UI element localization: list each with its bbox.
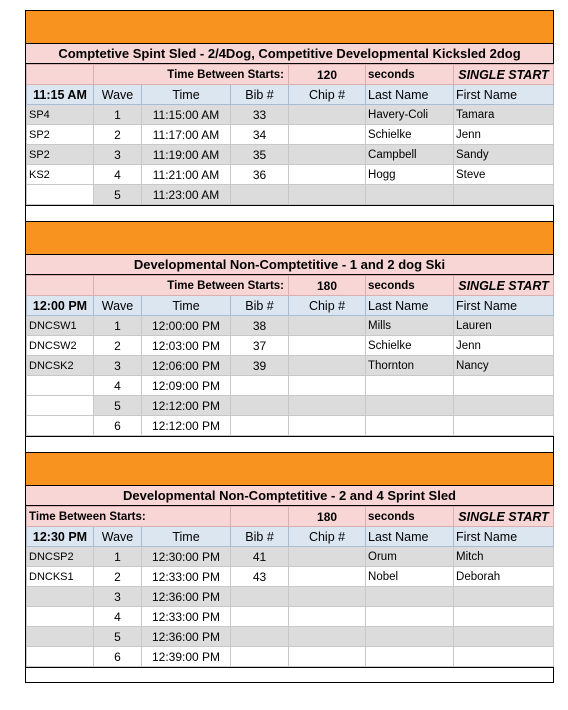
table-row (27, 125, 554, 145)
cell-chip[interactable] (289, 165, 366, 185)
tbs-value[interactable]: 180 (289, 276, 366, 296)
cell-bib[interactable]: 33 (231, 105, 289, 125)
time-between-starts-row (27, 276, 554, 296)
cell-bib[interactable] (231, 607, 289, 627)
cell-first-name[interactable]: Tamara (454, 105, 554, 125)
col-last-name[interactable]: Last Name (366, 527, 454, 547)
col-first-name[interactable]: First Name (454, 296, 554, 316)
start-time-header[interactable]: 12:00 PM (27, 296, 94, 316)
cell-bib[interactable]: 43 (231, 567, 289, 587)
cell-category[interactable]: KS2 (27, 165, 94, 185)
section-banner (26, 452, 553, 486)
cell-time[interactable]: 11:15:00 AM (142, 105, 231, 125)
cell-wave[interactable]: 4 (94, 165, 142, 185)
cell-time[interactable]: 12:30:00 PM (142, 547, 231, 567)
cell-wave[interactable]: 5 (94, 627, 142, 647)
cell-bib[interactable] (231, 627, 289, 647)
cell-wave[interactable]: 2 (94, 567, 142, 587)
time-between-starts-row (27, 65, 554, 85)
section-banner (26, 10, 553, 44)
cell-chip[interactable] (289, 125, 366, 145)
cell-category[interactable]: SP4 (27, 105, 94, 125)
cell-first-name[interactable]: Sandy (454, 145, 554, 165)
tbs-label[interactable]: Time Between Starts: (94, 276, 289, 296)
table-row (27, 547, 554, 567)
cell-chip[interactable] (289, 607, 366, 627)
section-title[interactable]: Developmental Non-Comptetitive - 1 and 2 dog Ski (26, 255, 553, 275)
cell-chip[interactable] (289, 567, 366, 587)
col-wave[interactable]: Wave (94, 527, 142, 547)
cell-chip[interactable] (289, 587, 366, 607)
cell-bib[interactable]: 38 (231, 316, 289, 336)
table-row (27, 567, 554, 587)
cell-wave[interactable]: 4 (94, 376, 142, 396)
table-row (27, 336, 554, 356)
cell-chip[interactable] (289, 336, 366, 356)
cell-last-name[interactable] (366, 185, 454, 205)
col-chip[interactable]: Chip # (289, 85, 366, 105)
tbs-label[interactable]: Time Between Starts: (27, 507, 231, 527)
col-last-name[interactable]: Last Name (366, 85, 454, 105)
cell-last-name[interactable]: Schielke (366, 336, 454, 356)
col-bib[interactable]: Bib # (231, 85, 289, 105)
cell-last-name[interactable] (366, 587, 454, 607)
cell-last-name[interactable] (366, 647, 454, 667)
table-row (27, 607, 554, 627)
cell-last-name[interactable]: Mills (366, 316, 454, 336)
race-section-1 (25, 10, 554, 221)
cell-first-name[interactable]: Nancy (454, 356, 554, 376)
cell-category[interactable] (27, 396, 94, 416)
cell-time[interactable]: 11:19:00 AM (142, 145, 231, 165)
cell-first-name[interactable] (454, 396, 554, 416)
cell-chip[interactable] (289, 185, 366, 205)
time-between-starts-row (27, 507, 554, 527)
cell-chip[interactable] (289, 416, 366, 436)
cell-category[interactable]: SP2 (27, 145, 94, 165)
cell-category[interactable]: DNCSW2 (27, 336, 94, 356)
cell-time[interactable]: 12:06:00 PM (142, 356, 231, 376)
race-section-3 (25, 452, 554, 683)
cell-last-name[interactable] (366, 416, 454, 436)
cell-time[interactable]: 12:33:00 PM (142, 567, 231, 587)
table-row (27, 356, 554, 376)
cell-first-name[interactable] (454, 185, 554, 205)
cell-chip[interactable] (289, 105, 366, 125)
section-spacer (26, 205, 553, 221)
col-bib[interactable]: Bib # (231, 527, 289, 547)
cell-time[interactable]: 12:12:00 PM (142, 396, 231, 416)
cell-wave[interactable]: 3 (94, 587, 142, 607)
table-row (27, 105, 554, 125)
cell-first-name[interactable]: Jenn (454, 336, 554, 356)
cell-last-name[interactable] (366, 627, 454, 647)
cell-time[interactable]: 12:39:00 PM (142, 647, 231, 667)
cell-wave[interactable]: 5 (94, 396, 142, 416)
col-first-name[interactable]: First Name (454, 527, 554, 547)
col-time[interactable]: Time (142, 527, 231, 547)
cell-chip[interactable] (289, 647, 366, 667)
tbs-unit[interactable]: seconds (366, 507, 454, 527)
cell-category[interactable] (27, 587, 94, 607)
cell-category[interactable]: DNCSP2 (27, 547, 94, 567)
cell-wave[interactable]: 1 (94, 316, 142, 336)
cell-bib[interactable]: 36 (231, 165, 289, 185)
start-table (26, 275, 554, 436)
cell-bib[interactable]: 37 (231, 336, 289, 356)
section-spacer (26, 436, 553, 452)
col-bib[interactable]: Bib # (231, 296, 289, 316)
cell-last-name[interactable]: Orum (366, 547, 454, 567)
cell-chip[interactable] (289, 627, 366, 647)
section-spacer (26, 667, 553, 683)
cell-last-name[interactable] (366, 607, 454, 627)
start-type[interactable]: SINGLE START (454, 65, 554, 85)
table-row (27, 587, 554, 607)
cell-wave[interactable]: 5 (94, 185, 142, 205)
start-schedule-sheet (25, 10, 552, 683)
table-row (27, 376, 554, 396)
section-title[interactable]: Developmental Non-Comptetitive - 2 and 4 Sprint Sled (26, 486, 553, 506)
cell-time[interactable]: 11:17:00 AM (142, 125, 231, 145)
table-row (27, 396, 554, 416)
cell-wave[interactable]: 6 (94, 647, 142, 667)
cell-category[interactable] (27, 607, 94, 627)
cell-wave[interactable]: 2 (94, 336, 142, 356)
section-title[interactable]: Comptetive Spint Sled - 2/4Dog, Competitive Developmental Kicksled 2dog (26, 44, 553, 64)
cell-first-name[interactable]: Mitch (454, 547, 554, 567)
cell-chip[interactable] (289, 547, 366, 567)
table-row (27, 185, 554, 205)
start-table (26, 64, 554, 205)
cell-first-name[interactable] (454, 627, 554, 647)
col-time[interactable]: Time (142, 296, 231, 316)
cell-time[interactable]: 12:03:00 PM (142, 336, 231, 356)
cell-chip[interactable] (289, 356, 366, 376)
cell-bib[interactable] (231, 587, 289, 607)
start-time-header[interactable]: 11:15 AM (27, 85, 94, 105)
cell-time[interactable]: 12:12:00 PM (142, 416, 231, 436)
cell-first-name[interactable] (454, 647, 554, 667)
col-last-name[interactable]: Last Name (366, 296, 454, 316)
cell-wave[interactable]: 4 (94, 607, 142, 627)
cell-first-name[interactable]: Lauren (454, 316, 554, 336)
cell-chip[interactable] (289, 145, 366, 165)
col-first-name[interactable]: First Name (454, 85, 554, 105)
cell-wave[interactable]: 1 (94, 547, 142, 567)
race-section-2 (25, 221, 554, 452)
cell-time[interactable]: 12:36:00 PM (142, 587, 231, 607)
cell-bib[interactable]: 41 (231, 547, 289, 567)
cell-wave[interactable]: 1 (94, 105, 142, 125)
cell-wave[interactable]: 6 (94, 416, 142, 436)
cell-first-name[interactable]: Steve (454, 165, 554, 185)
cell-category[interactable] (27, 416, 94, 436)
tbs-unit[interactable]: seconds (366, 276, 454, 296)
header-row (27, 296, 554, 316)
table-row (27, 416, 554, 436)
cell-last-name[interactable]: Havery-Coli (366, 105, 454, 125)
tbs-value[interactable]: 180 (289, 507, 366, 527)
cell-bib[interactable] (231, 647, 289, 667)
cell-category[interactable] (27, 647, 94, 667)
cell-chip[interactable] (289, 376, 366, 396)
cell-first-name[interactable] (454, 587, 554, 607)
header-row (27, 85, 554, 105)
cell-time[interactable]: 12:33:00 PM (142, 607, 231, 627)
tbs-value[interactable]: 120 (289, 65, 366, 85)
cell-time[interactable]: 12:36:00 PM (142, 627, 231, 647)
tbs-unit[interactable]: seconds (366, 65, 454, 85)
cell-bib[interactable]: 35 (231, 145, 289, 165)
tbs-label[interactable]: Time Between Starts: (94, 65, 289, 85)
cell-wave[interactable]: 2 (94, 125, 142, 145)
cell-time[interactable]: 11:21:00 AM (142, 165, 231, 185)
cell-bib[interactable]: 34 (231, 125, 289, 145)
cell-last-name[interactable]: Nobel (366, 567, 454, 587)
cell-last-name[interactable]: Campbell (366, 145, 454, 165)
cell-bib[interactable] (231, 416, 289, 436)
cell-last-name[interactable]: Thornton (366, 356, 454, 376)
col-wave[interactable]: Wave (94, 85, 142, 105)
start-table (26, 506, 554, 667)
header-row (27, 527, 554, 547)
cell-time[interactable]: 11:23:00 AM (142, 185, 231, 205)
cell-last-name[interactable]: Hogg (366, 165, 454, 185)
col-time[interactable]: Time (142, 85, 231, 105)
cell-last-name[interactable] (366, 376, 454, 396)
cell-last-name[interactable]: Schielke (366, 125, 454, 145)
start-time-header[interactable]: 12:30 PM (27, 527, 94, 547)
cell-wave[interactable]: 3 (94, 356, 142, 376)
cell-bib[interactable] (231, 396, 289, 416)
cell-category[interactable]: DNCSW1 (27, 316, 94, 336)
cell-category[interactable]: DNCSK2 (27, 356, 94, 376)
cell-first-name[interactable] (454, 607, 554, 627)
cell-category[interactable] (27, 185, 94, 205)
cell-wave[interactable]: 3 (94, 145, 142, 165)
table-row (27, 145, 554, 165)
cell-last-name[interactable] (366, 396, 454, 416)
table-row (27, 165, 554, 185)
section-banner (26, 221, 553, 255)
cell-bib[interactable]: 39 (231, 356, 289, 376)
table-row (27, 627, 554, 647)
cell-time[interactable]: 12:09:00 PM (142, 376, 231, 396)
cell-category[interactable]: DNCKS1 (27, 567, 94, 587)
col-chip[interactable]: Chip # (289, 527, 366, 547)
start-type[interactable]: SINGLE START (454, 507, 554, 527)
cell-bib[interactable] (231, 185, 289, 205)
table-row (27, 316, 554, 336)
cell-category[interactable] (27, 376, 94, 396)
col-chip[interactable]: Chip # (289, 296, 366, 316)
cell-first-name[interactable] (454, 416, 554, 436)
cell-time[interactable]: 12:00:00 PM (142, 316, 231, 336)
cell-category[interactable] (27, 627, 94, 647)
cell-category[interactable]: SP2 (27, 125, 94, 145)
cell-bib[interactable] (231, 376, 289, 396)
cell-first-name[interactable]: Deborah (454, 567, 554, 587)
cell-chip[interactable] (289, 396, 366, 416)
cell-first-name[interactable]: Jenn (454, 125, 554, 145)
cell-chip[interactable] (289, 316, 366, 336)
start-type[interactable]: SINGLE START (454, 276, 554, 296)
col-wave[interactable]: Wave (94, 296, 142, 316)
cell-first-name[interactable] (454, 376, 554, 396)
table-row (27, 647, 554, 667)
